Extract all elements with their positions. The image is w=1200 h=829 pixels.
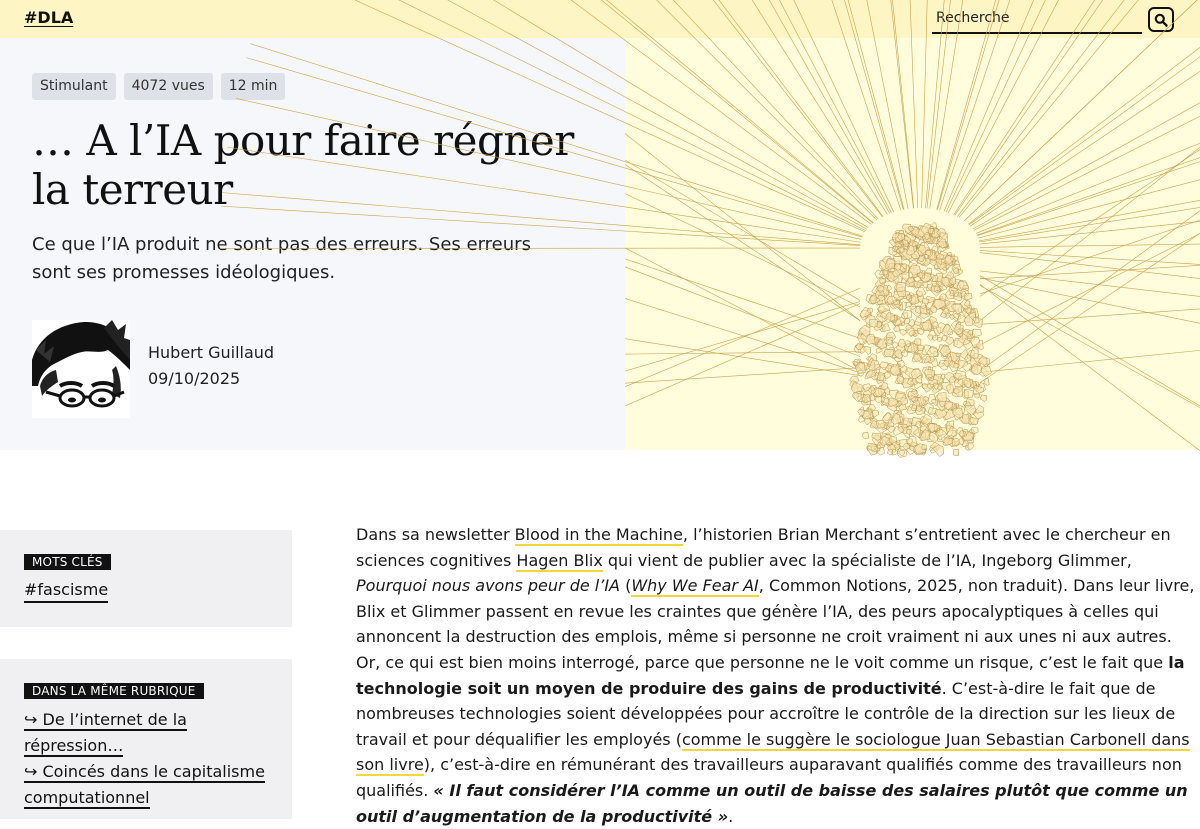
voronoi-illustration-image — [625, 38, 1200, 450]
body-text: qui vient de publier avec la spécialiste de l’IA, Ingeborg Glimmer, — [602, 550, 1132, 570]
keywords-box — [0, 530, 292, 627]
tag-reading-time: 12 min — [221, 73, 286, 100]
link-blood-in-the-machine[interactable]: Blood in the Machine — [514, 525, 683, 544]
link-why-we-fear-ai[interactable]: Why We Fear AI — [631, 576, 759, 596]
same-rubric-label: DANS LA MÊME RUBRIQUE — [24, 683, 204, 699]
site-logo-link[interactable]: #DLA — [24, 8, 74, 27]
body-text: ), c’est-à-dire en rémunérant des travailleurs auparavant qualifiés comme des travailleurs non qualifiés. — [356, 755, 1182, 800]
search-input[interactable] — [932, 4, 1142, 34]
related-article-link[interactable]: ↪ Coincés dans le capitalisme computationnel — [24, 762, 265, 807]
article-body — [356, 522, 1200, 829]
body-text: Dans sa newsletter — [356, 525, 515, 544]
bold-text: la technologie soit un moyen de produire des gains de productivité — [356, 652, 1185, 698]
tag-views: 4072 vues — [124, 73, 213, 100]
link-hagen-blix[interactable]: Hagen Blix — [516, 550, 603, 570]
keyword-link-fascisme[interactable]: #fascisme — [24, 579, 108, 603]
search-button[interactable] — [1148, 7, 1174, 32]
body-text: ( — [619, 576, 632, 596]
page-title: … A l’IA pour faire régner la terreur — [32, 116, 574, 214]
related-article-item — [24, 707, 274, 759]
related-article-item — [24, 759, 274, 811]
publication-date: 09/10/2025 — [148, 369, 241, 388]
avatar-portrait-image — [32, 320, 130, 418]
related-articles-list — [24, 707, 274, 811]
article-header — [0, 38, 625, 450]
article-subtitle: Ce que l’IA produit ne sont pas des erreurs. Ses erreurs sont ses promesses idéologiques. — [32, 234, 531, 283]
link-carbonell-book[interactable]: comme le suggère le sociologue Juan Sebastian Carbonell dans son livre — [356, 729, 1190, 775]
search-icon — [1154, 13, 1168, 27]
body-text: . C’est-à-dire le fait que de nombreuses technologies soient développées pour accroître le contrôle de la direction sur les lieux de travail et pour déqualifier les employés ( — [356, 678, 1176, 749]
tag-list — [32, 73, 285, 100]
hero-illustration — [625, 38, 1200, 450]
related-article-link[interactable]: ↪ De l’internet de la répression… — [24, 710, 187, 755]
body-text: , Common Notions, 2025, non traduit). Dans leur livre, Blix et Glimmer passent en revue les craintes que génère l’IA, des peurs apocalyptiques à celles qui annoncent la destruction des emplois, même si personne ne croit vraiment ni aux unes ni aux autres. Or, ce qui est bien moins interrogé, parce que personne ne le voit comme un risque, c’est le fait que — [356, 576, 1195, 672]
tag-category[interactable]: Stimulant — [32, 73, 116, 100]
body-text: . — [728, 806, 734, 826]
body-text: , l’historien Brian Merchant s’entretient avec le chercheur en sciences cognitives — [356, 525, 1171, 570]
author-name[interactable]: Hubert Guillaud — [148, 343, 275, 362]
keywords-label: MOTS CLÉS — [24, 554, 111, 570]
same-rubric-box — [0, 659, 292, 819]
book-title-fr: Pourquoi nous avons peur de l’IA — [356, 576, 620, 596]
article-paragraph — [356, 522, 1200, 829]
bold-italic-quote: « Il faut considérer l’IA comme un outil de baisse des salaires plutôt que comme un outil d’augmentation de la productivité » — [356, 780, 1188, 826]
author-avatar[interactable] — [32, 320, 130, 418]
